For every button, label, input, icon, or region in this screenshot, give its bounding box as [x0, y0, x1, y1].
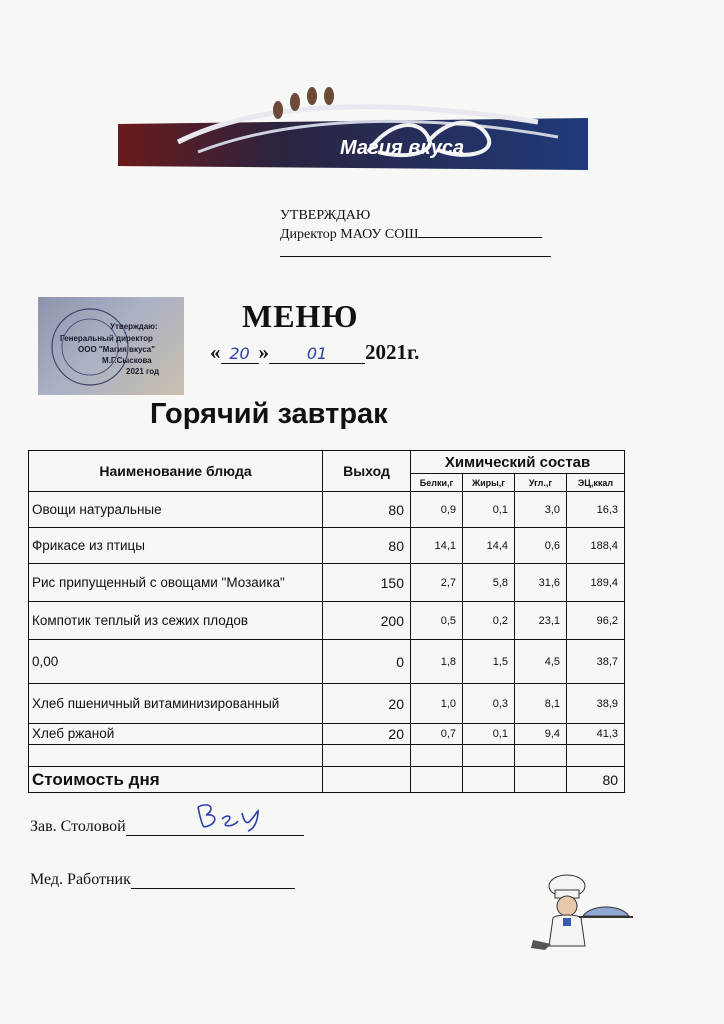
- header-yield: Выход: [323, 451, 411, 492]
- svg-text:Генеральный директор: Генеральный директор: [60, 334, 153, 343]
- header-protein: Белки,г: [411, 474, 463, 492]
- table-row: [29, 724, 625, 745]
- svg-text:ООО "Магия вкуса": ООО "Магия вкуса": [78, 345, 155, 354]
- date-day: 20: [221, 344, 259, 364]
- dish-fat: 0,3: [463, 684, 515, 724]
- approval-position: [280, 225, 551, 244]
- table-row: [29, 492, 625, 528]
- dish-name: Рис припущенный с овощами "Мозаика": [29, 564, 323, 602]
- magiya-vkusa-logo: [118, 82, 588, 182]
- table-row: [29, 602, 625, 640]
- table-empty-row: [29, 745, 625, 767]
- medic-signature-line: [131, 872, 295, 889]
- table-row: [29, 564, 625, 602]
- head-of-canteen-signature: [30, 818, 304, 836]
- dish-carbs: 31,6: [515, 564, 567, 602]
- head-signature-line: [126, 819, 304, 836]
- menu-table: [28, 450, 625, 793]
- dish-name: 0,00: [29, 640, 323, 684]
- dish-yield: 80: [323, 528, 411, 564]
- approval-heading: УТВЕРЖДАЮ: [280, 208, 371, 223]
- dish-carbs: 3,0: [515, 492, 567, 528]
- dish-energy: 38,9: [567, 684, 625, 724]
- dish-energy: 38,7: [567, 640, 625, 684]
- medical-worker-label: Мед. Работник: [30, 871, 131, 888]
- dish-energy: 16,3: [567, 492, 625, 528]
- dish-protein: 14,1: [411, 528, 463, 564]
- dish-fat: 0,2: [463, 602, 515, 640]
- dish-protein: 0,9: [411, 492, 463, 528]
- dish-carbs: 9,4: [515, 724, 567, 745]
- approval-position-text: Директор МАОУ СОШ: [280, 227, 419, 242]
- dish-name: Хлеб пшеничный витаминизированный: [29, 684, 323, 724]
- header-energy: ЭЦ,ккал: [567, 474, 625, 492]
- approval-stamp: [38, 297, 184, 395]
- dish-protein: 2,7: [411, 564, 463, 602]
- approval-block: [280, 206, 551, 263]
- dish-name: Овощи натуральные: [29, 492, 323, 528]
- logo-text: Магия вкуса: [340, 137, 465, 159]
- dish-protein: 1,0: [411, 684, 463, 724]
- medical-worker-signature: [30, 871, 295, 889]
- meal-title: Горячий завтрак: [150, 398, 388, 430]
- handwritten-signature: [192, 799, 272, 833]
- dish-energy: 96,2: [567, 602, 625, 640]
- director-name-line: [280, 250, 551, 257]
- header-dish-name: Наименование блюда: [29, 451, 323, 492]
- dish-protein: 0,5: [411, 602, 463, 640]
- table-row: [29, 684, 625, 724]
- table-header-row: [29, 451, 625, 474]
- total-value: 80: [567, 767, 625, 793]
- menu-date: [210, 340, 419, 365]
- dish-yield: 0: [323, 640, 411, 684]
- dish-energy: 188,4: [567, 528, 625, 564]
- dish-fat: 5,8: [463, 564, 515, 602]
- date-month: 01: [269, 344, 365, 364]
- dish-fat: 14,4: [463, 528, 515, 564]
- dish-energy: 189,4: [567, 564, 625, 602]
- chef-illustration: [525, 870, 635, 950]
- dish-yield: 150: [323, 564, 411, 602]
- header-composition: Химический состав: [411, 451, 625, 474]
- dish-protein: 1,8: [411, 640, 463, 684]
- date-year: 2021г.: [365, 340, 420, 364]
- svg-text:2021 год: 2021 год: [126, 367, 160, 376]
- dish-fat: 1,5: [463, 640, 515, 684]
- table-row: [29, 528, 625, 564]
- dish-yield: 200: [323, 602, 411, 640]
- date-close-quote: »: [258, 340, 269, 364]
- header-fat: Жиры,г: [463, 474, 515, 492]
- dish-yield: 20: [323, 684, 411, 724]
- menu-title: МЕНЮ: [242, 298, 359, 334]
- head-of-canteen-label: Зав. Столовой: [30, 818, 126, 835]
- dish-carbs: 4,5: [515, 640, 567, 684]
- dish-protein: 0,7: [411, 724, 463, 745]
- dish-yield: 20: [323, 724, 411, 745]
- dish-yield: 80: [323, 492, 411, 528]
- header-carbs: Угл.,г: [515, 474, 567, 492]
- table-row: [29, 640, 625, 684]
- dish-name: Компотик теплый из сежих плодов: [29, 602, 323, 640]
- director-signature-line: [418, 237, 542, 238]
- svg-text:Утверждаю:: Утверждаю:: [110, 322, 158, 331]
- dish-carbs: 8,1: [515, 684, 567, 724]
- dish-name: Хлеб ржаной: [29, 724, 323, 745]
- dish-carbs: 23,1: [515, 602, 567, 640]
- dish-fat: 0,1: [463, 724, 515, 745]
- dish-name: Фрикасе из птицы: [29, 528, 323, 564]
- dish-energy: 41,3: [567, 724, 625, 745]
- dish-fat: 0,1: [463, 492, 515, 528]
- date-open-quote: «: [210, 340, 221, 364]
- dish-carbs: 0,6: [515, 528, 567, 564]
- svg-text:М.Г.Сыскова: М.Г.Сыскова: [102, 356, 152, 365]
- total-label: Стоимость дня: [29, 767, 323, 793]
- table-total-row: [29, 767, 625, 793]
